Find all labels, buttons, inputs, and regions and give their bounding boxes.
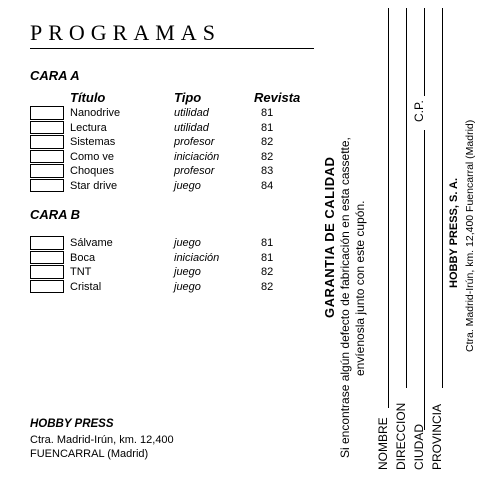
check-box[interactable] (30, 280, 64, 294)
program-magazine: 81 (261, 237, 274, 249)
side-b-label: CARA B (30, 207, 81, 222)
guarantee-title: GARANTIA DE CALIDAD (322, 156, 337, 318)
program-type: profesor (174, 136, 215, 148)
check-box[interactable] (30, 251, 64, 265)
check-box[interactable] (30, 135, 64, 149)
address-label: DIRECCION (394, 402, 408, 470)
program-magazine: 82 (261, 266, 274, 278)
check-box[interactable] (30, 236, 64, 250)
guarantee-text-line-2: envíenosla junto con este cupón. (353, 200, 367, 376)
mail-to-address: Ctra. Madrid-Irún, km. 12,400 Fuencarral (Madrid) (464, 119, 476, 352)
publisher-name: HOBBY PRESS (30, 418, 114, 430)
program-title: Choques (70, 165, 115, 177)
column-header-magazine: Revista (254, 90, 301, 105)
check-box[interactable] (30, 265, 64, 279)
publisher-address: Ctra. Madrid-Irún, km. 12,400 (30, 434, 174, 446)
program-magazine: 83 (261, 165, 274, 177)
program-title: Lectura (70, 121, 107, 134)
program-title: Nanodrive (70, 107, 121, 119)
check-box[interactable] (30, 150, 64, 164)
postal-code-field[interactable] (424, 8, 425, 96)
program-type: juego (174, 237, 201, 249)
name-field[interactable] (388, 8, 389, 408)
program-type: iniciación (174, 251, 220, 264)
program-magazine: 84 (261, 179, 274, 192)
program-magazine: 81 (261, 251, 274, 264)
program-type: juego (174, 280, 201, 293)
program-title: Como ve (70, 150, 115, 163)
city-label: CIUDAD (412, 423, 426, 470)
check-box[interactable] (30, 164, 64, 178)
program-type: profesor (174, 165, 215, 177)
address-field[interactable] (406, 8, 407, 388)
column-header-type: Tipo (174, 90, 202, 105)
program-title: TNT (70, 266, 92, 278)
check-box[interactable] (30, 121, 64, 135)
check-box[interactable] (30, 106, 64, 120)
column-header-title: Título (70, 90, 106, 105)
program-magazine: 82 (261, 150, 274, 163)
program-title: Boca (70, 251, 96, 264)
page-title: PROGRAMAS (30, 20, 221, 45)
province-field[interactable] (442, 8, 443, 388)
check-box[interactable] (30, 179, 64, 193)
title-underline (30, 48, 314, 49)
mail-to-name: HOBBY PRESS, S. A. (448, 177, 460, 288)
program-magazine: 81 (261, 121, 274, 134)
city-field[interactable] (424, 130, 425, 430)
province-label: PROVINCIA (430, 403, 444, 470)
program-magazine: 82 (261, 280, 274, 293)
publisher-city: FUENCARRAL (Madrid) (30, 448, 149, 460)
program-type: utilidad (174, 107, 209, 119)
name-label: NOMBRE (376, 417, 390, 470)
side-a-label: CARA A (30, 68, 80, 83)
program-title: Cristal (70, 280, 102, 293)
program-magazine: 82 (261, 136, 274, 148)
program-type: iniciación (174, 150, 220, 163)
program-title: Star drive (70, 179, 118, 192)
guarantee-text-line-1: Si encontrase algún defecto de fabricación en esta cassette, (338, 137, 352, 458)
program-title: Sálvame (70, 237, 113, 249)
program-title: Sistemas (70, 136, 116, 148)
postal-code-label: C.P. (412, 100, 426, 122)
program-magazine: 81 (261, 107, 274, 119)
program-type: utilidad (174, 121, 209, 134)
program-type: juego (174, 266, 201, 278)
program-type: juego (174, 179, 201, 192)
